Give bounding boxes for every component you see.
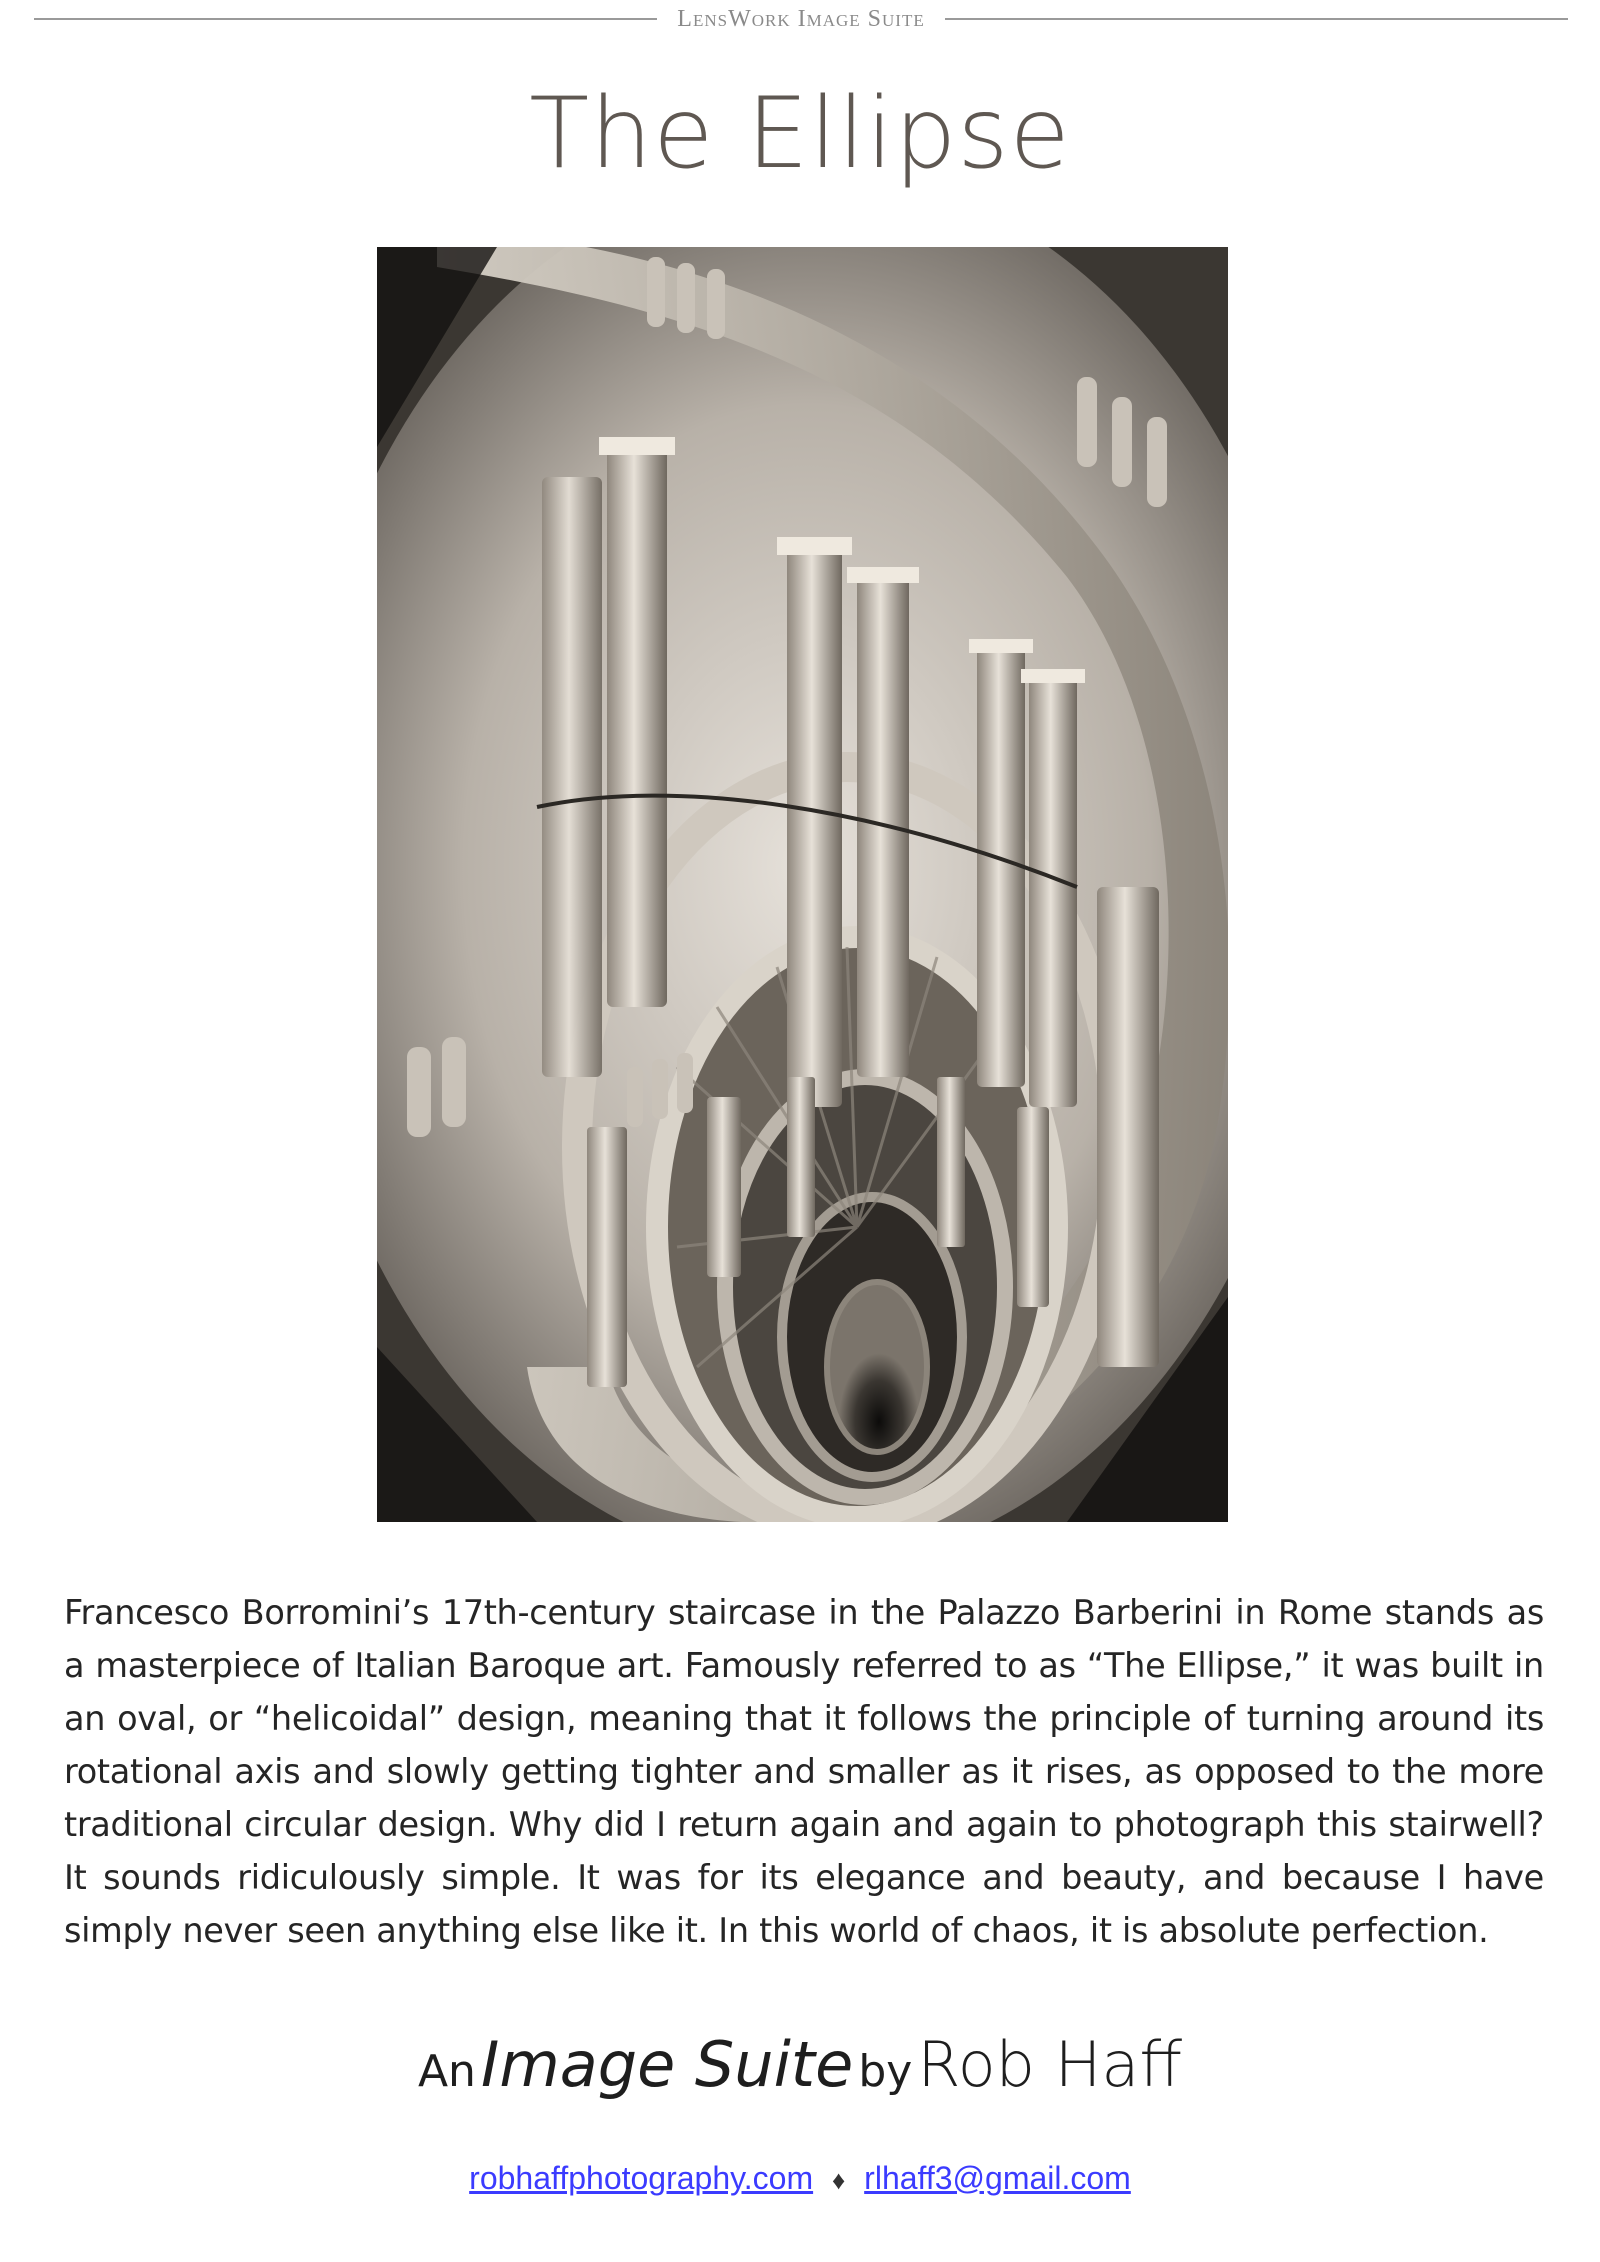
staircase-photo: [377, 247, 1228, 1522]
staircase-illustration: [377, 247, 1228, 1522]
contact-separator: ♦: [832, 2165, 846, 2195]
header-banner: [34, 4, 1568, 34]
email-link[interactable]: rlhaff3@gmail.com: [864, 2160, 1131, 2196]
byline-prefix: An: [417, 2046, 476, 2097]
website-link[interactable]: robhaffphotography.com: [469, 2160, 814, 2196]
byline: [0, 2028, 1600, 2101]
byline-suite: Image Suite: [481, 2028, 854, 2101]
byline-author: Rob Haff: [917, 2028, 1183, 2101]
byline-by: by: [858, 2046, 913, 2097]
header-rule-left: [34, 18, 657, 20]
contact-line: [0, 2160, 1600, 2197]
description-text: Francesco Borromini’s 17th-century staircase in the Palazzo Barberini in Rome stands as a masterpiece of Italian Baroque art. Famously referred to as “The Ellipse,” it was built in an oval, or “helicoidal” design, meaning that it follows the principle of turning around its rotational axis and slowly getting tighter and smaller as it rises, as opposed to the more traditional circular design. Why did I return again and again to photograph this stairwell? It sounds ridiculously simple. It was for its elegance and beauty, and because I have simply never seen anything else like it. In this world of chaos, it is absolute perfection.: [64, 1593, 1544, 1950]
header-rule-right: [945, 18, 1568, 20]
header-label: LensWork Image Suite: [677, 5, 925, 32]
page-title: The Ellipse: [529, 77, 1071, 191]
